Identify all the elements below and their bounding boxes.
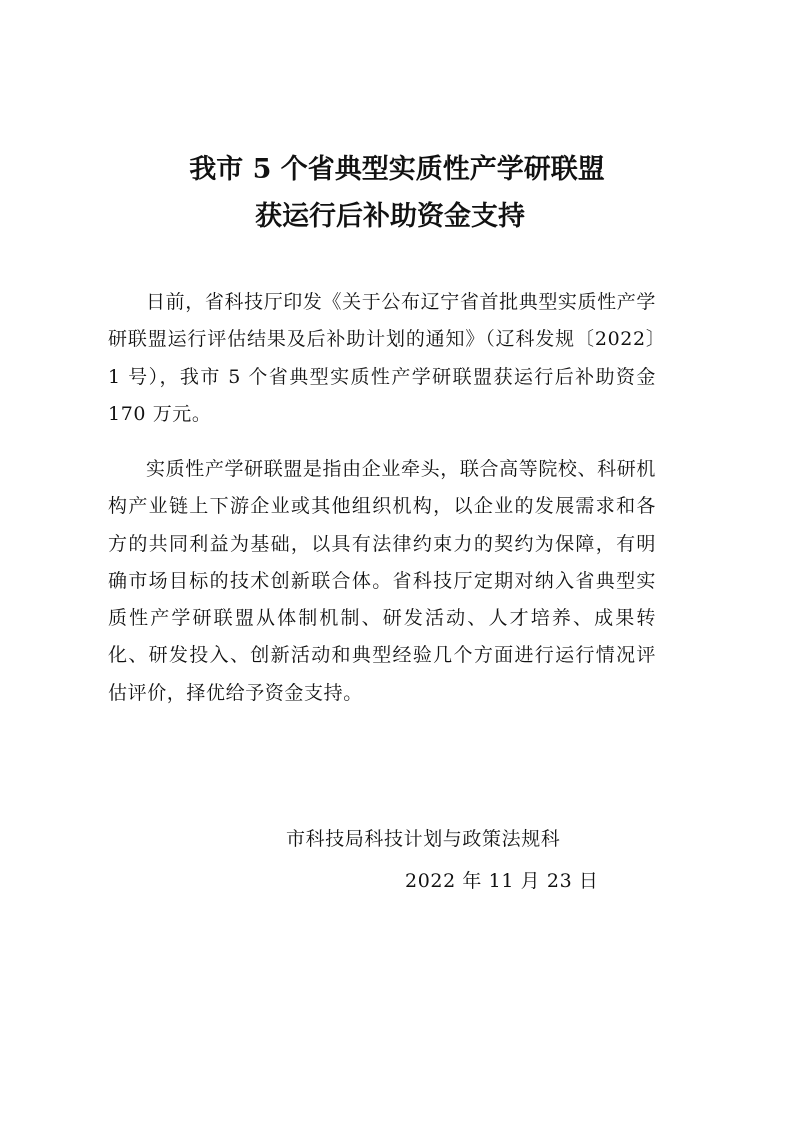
document-title-line-1: 我市 5 个省典型实质性产学研联盟 [189, 154, 605, 185]
body-paragraph-2: 实质性产学研联盟是指由企业牵头，联合高等院校、科研机构产业链上下游企业或其他组织机构，以企业的发展需求和各方的共同利益为基础，以具有法律约束力的契约为保障，有明确市场目标的技术创新联合体。省科技厅定期对纳入省典型实质性产学研联盟从体制机制、研发活动、人才培养、成果转化、研发投入、创新活动和典型经验几个方面进行运行情况评估评价，择优给予资金支持。 [108, 458, 656, 704]
document-title-line-2: 获运行后补助资金支持 [255, 201, 525, 232]
signature-department: 市科技局科技计划与政策法规科 [286, 828, 561, 850]
body-paragraph-1: 日前，省科技厅印发《关于公布辽宁省首批典型实质性产学研联盟运行评估结果及后补助计划的通知》（辽科发规〔2022〕1 号），我市 5 个省典型实质性产学研联盟获运行后补助资金 170 万元。 [108, 291, 656, 425]
signature-date: 2022 年 11 月 23 日 [405, 870, 599, 892]
